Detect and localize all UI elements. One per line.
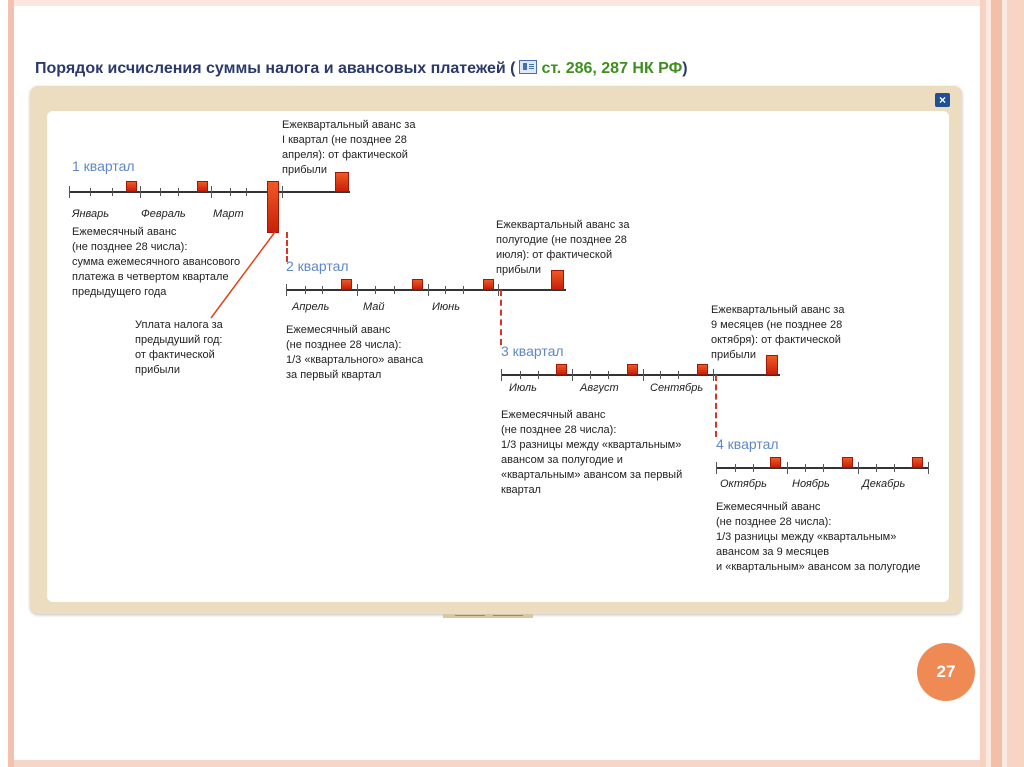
q4-minor-tick (823, 464, 824, 472)
q1-minor-tick (90, 188, 91, 196)
q3-minor-tick (660, 371, 661, 379)
q3-timeline-axis (501, 374, 780, 376)
q4-tick (858, 462, 859, 474)
q4-minor-tick (753, 464, 754, 472)
tab-mark (455, 615, 485, 616)
q3-monthly-advance-note: Ежемесячный аванс (не позднее 28 числа): 1/3 разницы между «квартальным» авансом за полугодие и «квартальным» авансом за первый квартал (501, 409, 683, 496)
q4-tick (787, 462, 788, 474)
q2-monthly-advance-bar (412, 279, 423, 290)
q3-tick (501, 369, 502, 381)
q2-monthly-advance-note: Ежемесячный аванс (не позднее 28 числа): 1/3 «квартального» аванса за первый квартал (286, 324, 424, 381)
q1-minor-tick (178, 188, 179, 196)
q2-minor-tick (445, 286, 446, 294)
q3-monthly-advance-bar (697, 364, 708, 375)
q3-tick (643, 369, 644, 381)
q1-monthly-advance-bar (197, 181, 208, 192)
q2-tick (286, 284, 287, 296)
q1-monthly-advance-note: Ежемесячный аванс (не позднее 28 числа): сумма ежемесячного авансового платежа в четвертом квартале предыдущего года (72, 226, 241, 298)
q3-tick (713, 369, 714, 381)
tax-payment-note: Уплата налога за предыдуший год: от фактической прибыли (135, 319, 223, 376)
q1-tick (211, 186, 212, 198)
month-label: Сентябрь (650, 382, 704, 394)
q2-minor-tick (305, 286, 306, 294)
q2-minor-tick (322, 286, 323, 294)
slide-frame-top (14, 0, 980, 6)
document-icon[interactable] (519, 60, 537, 74)
q4-minor-tick (876, 464, 877, 472)
q3-monthly-advance-bar (627, 364, 638, 375)
q2-monthly-advance-bar (341, 279, 352, 290)
q4-minor-tick (735, 464, 736, 472)
title-reference[interactable]: ст. 286, 287 НК РФ (541, 60, 683, 77)
q3-q4-dashed-connector (715, 375, 717, 437)
q3-minor-tick (538, 371, 539, 379)
panel-bottom-tab (443, 614, 533, 618)
month-label: Июль (509, 382, 537, 394)
q4-tick (928, 462, 929, 474)
month-label: Июнь (432, 301, 460, 313)
q4-monthly-advance-bar (842, 457, 853, 468)
q3-quarterly-advance-note: Ежеквартальный аванс за 9 месяцев (не позднее 28 октября): от фактической прибыли (711, 304, 845, 361)
q3-monthly-advance-bar (556, 364, 567, 375)
q3-minor-tick (678, 371, 679, 379)
page-title (35, 60, 688, 78)
month-label: Январь (72, 208, 110, 220)
q3-minor-tick (520, 371, 521, 379)
month-label: Май (363, 301, 385, 313)
q1-minor-tick (112, 188, 113, 196)
q4-minor-tick (894, 464, 895, 472)
frame-stripe (991, 0, 1002, 767)
title-prefix: Порядок исчисления суммы налога и авансовых платежей ( (35, 60, 516, 77)
q2-minor-tick (394, 286, 395, 294)
month-label: Март (213, 208, 244, 220)
q4-minor-tick (805, 464, 806, 472)
close-button[interactable]: × (935, 93, 950, 107)
quarter-1-label: 1 квартал (72, 158, 135, 174)
q2-tick (428, 284, 429, 296)
q2-monthly-advance-bar (483, 279, 494, 290)
q1-monthly-advance-bar (126, 181, 137, 192)
quarter-2-label: 2 квартал (286, 258, 349, 274)
tab-mark (493, 615, 523, 616)
q1-minor-tick (230, 188, 231, 196)
q2-minor-tick (375, 286, 376, 294)
quarter-3-label: 3 квартал (501, 343, 564, 359)
q4-monthly-advance-note: Ежемесячный аванс (не позднее 28 числа): 1/3 разницы между «квартальным» авансом за 9 месяцев и «квартальным» авансом за полугодие (716, 501, 921, 573)
slide-number-badge: 27 (917, 643, 975, 701)
slide-frame-left (8, 0, 14, 767)
q2-q3-dashed-connector (500, 290, 502, 345)
title-suffix: ) (682, 60, 688, 77)
month-label: Август (580, 382, 619, 394)
q3-tick (572, 369, 573, 381)
q4-monthly-advance-bar (770, 457, 781, 468)
q1-tick (282, 186, 283, 198)
month-label: Декабрь (862, 478, 906, 490)
q3-minor-tick (608, 371, 609, 379)
month-label: Ноябрь (792, 478, 830, 490)
q4-monthly-advance-bar (912, 457, 923, 468)
q2-tick (357, 284, 358, 296)
frame-stripe (1007, 0, 1024, 767)
slide-frame-bottom (14, 760, 980, 767)
q1-tick (140, 186, 141, 198)
tax-payment-connector (205, 230, 285, 325)
month-label: Апрель (292, 301, 330, 313)
q4-tick (716, 462, 717, 474)
q1-quarterly-advance-note: Ежеквартальный аванс за I квартал (не позднее 28 апреля): от фактической прибыли (282, 119, 416, 176)
quarter-4-label: 4 квартал (716, 436, 779, 452)
q2-tick (498, 284, 499, 296)
q2-timeline-axis (286, 289, 566, 291)
q3-minor-tick (590, 371, 591, 379)
q2-quarterly-advance-note: Ежеквартальный аванс за полугодие (не позднее 28 июля): от фактической прибыли (496, 219, 630, 276)
q1-tick (69, 186, 70, 198)
q1-minor-tick (246, 188, 247, 196)
month-label: Февраль (141, 208, 186, 220)
q2-minor-tick (463, 286, 464, 294)
month-label: Октябрь (720, 478, 767, 490)
q1-minor-tick (160, 188, 161, 196)
